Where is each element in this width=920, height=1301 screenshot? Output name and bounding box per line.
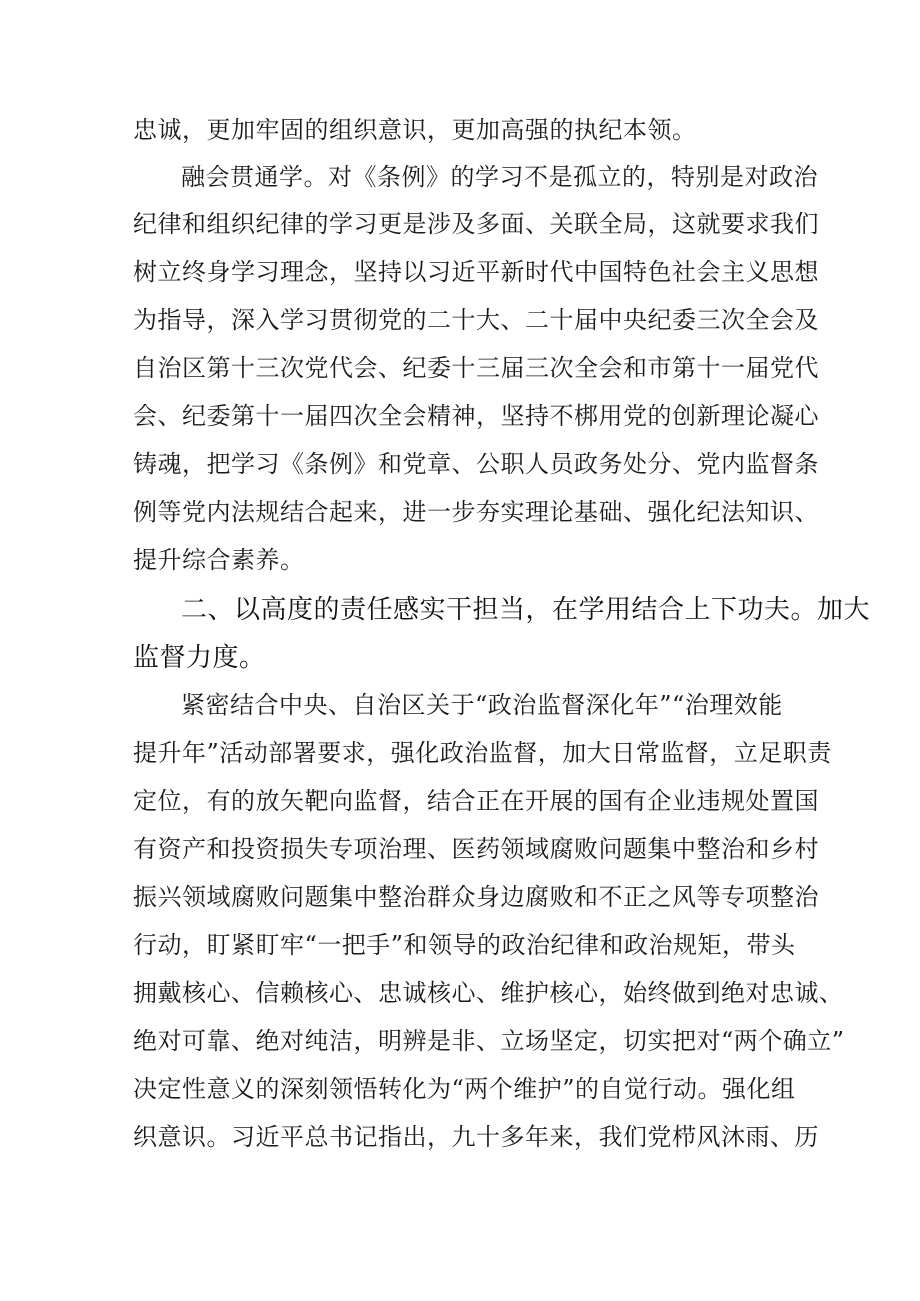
text-line: 自治区第十三次党代会、纪委十三届三次全会和市第十一届党代 bbox=[133, 354, 819, 382]
section-heading: 二、以高度的责任感实干担当，在学用结合上下功夫。加大 bbox=[181, 595, 871, 625]
text-line: 纪律和组织纪律的学习更是涉及多面、关联全局，这就要求我们 bbox=[133, 210, 819, 238]
text-line: 行动，盯紧盯牢“一把手”和领导的政治纪律和政治规矩，带头 bbox=[133, 931, 796, 959]
paragraph-start: 紧密结合中央、自治区关于“政治监督深化年”“治理效能 bbox=[181, 691, 783, 719]
text-line: 定位，有的放矢靶向监督，结合正在开展的国有企业违规处置国 bbox=[133, 787, 819, 815]
text-line: 为指导，深入学习贯彻党的二十大、二十届中央纪委三次全会及 bbox=[133, 306, 819, 334]
text-line: 忠诚，更加牢固的组织意识，更加高强的执纪本领。 bbox=[133, 116, 697, 144]
text-line: 提升综合素养。 bbox=[133, 546, 305, 574]
text-line: 树立终身学习理念，坚持以习近平新时代中国特色社会主义思想 bbox=[133, 258, 819, 286]
text-line: 有资产和投资损失专项治理、医药领域腐败问题集中整治和乡村 bbox=[133, 835, 819, 863]
text-line: 提升年”活动部署要求，强化政治监督，加大日常监督，立足职责 bbox=[133, 739, 832, 767]
text-line: 决定性意义的深刻领悟转化为“两个维护”的自觉行动。强化组 bbox=[133, 1075, 796, 1103]
text-line: 铸魂，把学习《条例》和党章、公职人员政务处分、党内监督条 bbox=[133, 450, 819, 478]
text-line: 绝对可靠、绝对纯洁，明辨是非、立场坚定，切实把对“两个确立” bbox=[133, 1027, 845, 1055]
text-line: 拥戴核心、信赖核心、忠诚核心、维护核心，始终做到绝对忠诚、 bbox=[133, 979, 844, 1007]
text-line: 会、纪委第十一届四次全会精神，坚持不梆用党的创新理论凝心 bbox=[133, 402, 819, 430]
text-line: 例等党内法规结合起来，进一步夯实理论基础、强化纪法知识、 bbox=[133, 498, 819, 526]
paragraph-start: 融会贯通学。对《条例》的学习不是孤立的，特别是对政治 bbox=[181, 163, 818, 191]
text-line: 织意识。习近平总书记指出，九十多年来，我们党栉风沐雨、历 bbox=[133, 1123, 819, 1151]
text-line: 振兴领域腐败问题集中整治群众身边腐败和不正之风等专项整治 bbox=[133, 883, 819, 911]
section-heading-continued: 监督力度。 bbox=[133, 643, 266, 673]
